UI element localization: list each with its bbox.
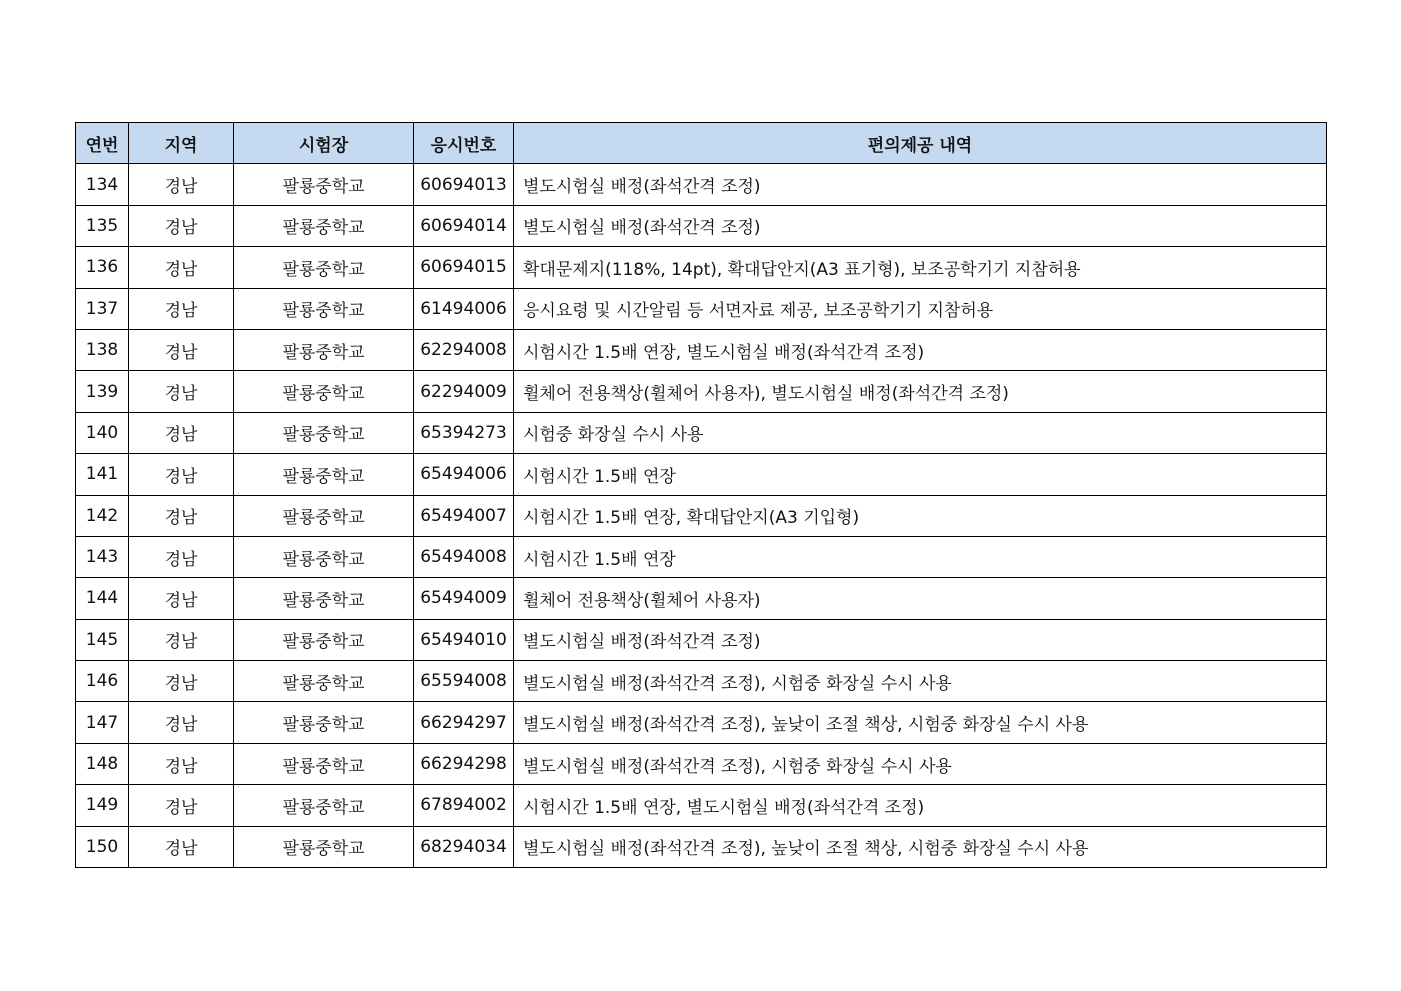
- cell-site: 팔룡중학교: [234, 371, 414, 412]
- cell-exam-no: 65494010: [414, 619, 514, 660]
- cell-detail: 별도시험실 배정(좌석간격 조정): [514, 205, 1327, 246]
- cell-exam-no: 65594008: [414, 661, 514, 702]
- cell-region: 경남: [129, 371, 234, 412]
- cell-site: 팔룡중학교: [234, 743, 414, 784]
- cell-site: 팔룡중학교: [234, 164, 414, 205]
- cell-site: 팔룡중학교: [234, 702, 414, 743]
- cell-detail: 휠체어 전용책상(휠체어 사용자), 별도시험실 배정(좌석간격 조정): [514, 371, 1327, 412]
- table-row: [76, 743, 1327, 784]
- cell-site: 팔룡중학교: [234, 785, 414, 826]
- header-region: 지역: [129, 123, 234, 164]
- cell-region: 경남: [129, 412, 234, 453]
- header-no: 연번: [76, 123, 129, 164]
- cell-exam-no: 67894002: [414, 785, 514, 826]
- cell-exam-no: 62294008: [414, 329, 514, 370]
- cell-site: 팔룡중학교: [234, 412, 414, 453]
- cell-detail: 별도시험실 배정(좌석간격 조정), 시험중 화장실 수시 사용: [514, 661, 1327, 702]
- table-row: [76, 247, 1327, 288]
- cell-region: 경남: [129, 205, 234, 246]
- cell-detail: 별도시험실 배정(좌석간격 조정), 높낮이 조절 책상, 시험중 화장실 수시 사용: [514, 826, 1327, 867]
- cell-detail: 별도시험실 배정(좌석간격 조정): [514, 619, 1327, 660]
- accommodation-table-container: [75, 122, 1326, 868]
- cell-no: 145: [76, 619, 129, 660]
- cell-exam-no: 61494006: [414, 288, 514, 329]
- cell-detail: 별도시험실 배정(좌석간격 조정), 시험중 화장실 수시 사용: [514, 743, 1327, 784]
- table-row: [76, 702, 1327, 743]
- table-row: [76, 826, 1327, 867]
- cell-site: 팔룡중학교: [234, 826, 414, 867]
- cell-detail: 시험시간 1.5배 연장: [514, 454, 1327, 495]
- cell-region: 경남: [129, 164, 234, 205]
- cell-region: 경남: [129, 288, 234, 329]
- cell-detail: 시험중 화장실 수시 사용: [514, 412, 1327, 453]
- cell-exam-no: 65494007: [414, 495, 514, 536]
- cell-site: 팔룡중학교: [234, 288, 414, 329]
- cell-no: 141: [76, 454, 129, 495]
- cell-no: 146: [76, 661, 129, 702]
- cell-region: 경남: [129, 619, 234, 660]
- cell-site: 팔룡중학교: [234, 536, 414, 577]
- cell-no: 144: [76, 578, 129, 619]
- cell-exam-no: 60694014: [414, 205, 514, 246]
- cell-detail: 휠체어 전용책상(휠체어 사용자): [514, 578, 1327, 619]
- table-row: [76, 536, 1327, 577]
- cell-detail: 시험시간 1.5배 연장, 별도시험실 배정(좌석간격 조정): [514, 329, 1327, 370]
- cell-exam-no: 68294034: [414, 826, 514, 867]
- cell-site: 팔룡중학교: [234, 619, 414, 660]
- cell-region: 경남: [129, 454, 234, 495]
- table-row: [76, 412, 1327, 453]
- cell-region: 경남: [129, 826, 234, 867]
- cell-detail: 시험시간 1.5배 연장: [514, 536, 1327, 577]
- cell-exam-no: 65494006: [414, 454, 514, 495]
- cell-no: 147: [76, 702, 129, 743]
- table-row: [76, 205, 1327, 246]
- table-row: [76, 329, 1327, 370]
- cell-site: 팔룡중학교: [234, 661, 414, 702]
- cell-region: 경남: [129, 536, 234, 577]
- cell-no: 134: [76, 164, 129, 205]
- table-row: [76, 661, 1327, 702]
- table-header: [76, 123, 1327, 164]
- cell-exam-no: 65394273: [414, 412, 514, 453]
- cell-exam-no: 65494009: [414, 578, 514, 619]
- table-row: [76, 371, 1327, 412]
- cell-region: 경남: [129, 702, 234, 743]
- cell-site: 팔룡중학교: [234, 495, 414, 536]
- cell-detail: 별도시험실 배정(좌석간격 조정): [514, 164, 1327, 205]
- cell-site: 팔룡중학교: [234, 454, 414, 495]
- cell-no: 149: [76, 785, 129, 826]
- cell-site: 팔룡중학교: [234, 578, 414, 619]
- cell-site: 팔룡중학교: [234, 247, 414, 288]
- header-row: [76, 123, 1327, 164]
- cell-exam-no: 60694015: [414, 247, 514, 288]
- table-row: [76, 495, 1327, 536]
- cell-region: 경남: [129, 661, 234, 702]
- cell-exam-no: 66294297: [414, 702, 514, 743]
- cell-no: 135: [76, 205, 129, 246]
- cell-exam-no: 66294298: [414, 743, 514, 784]
- cell-exam-no: 60694013: [414, 164, 514, 205]
- accommodation-table: [75, 122, 1327, 868]
- cell-region: 경남: [129, 495, 234, 536]
- table-row: [76, 785, 1327, 826]
- cell-region: 경남: [129, 785, 234, 826]
- header-site: 시험장: [234, 123, 414, 164]
- cell-region: 경남: [129, 743, 234, 784]
- cell-no: 142: [76, 495, 129, 536]
- cell-no: 136: [76, 247, 129, 288]
- cell-region: 경남: [129, 578, 234, 619]
- cell-region: 경남: [129, 329, 234, 370]
- table-row: [76, 288, 1327, 329]
- header-detail: 편의제공 내역: [514, 123, 1327, 164]
- cell-exam-no: 65494008: [414, 536, 514, 577]
- cell-no: 138: [76, 329, 129, 370]
- table-body: [76, 164, 1327, 868]
- cell-no: 143: [76, 536, 129, 577]
- cell-no: 139: [76, 371, 129, 412]
- cell-detail: 시험시간 1.5배 연장, 별도시험실 배정(좌석간격 조정): [514, 785, 1327, 826]
- cell-no: 137: [76, 288, 129, 329]
- cell-site: 팔룡중학교: [234, 329, 414, 370]
- header-exam-no: 응시번호: [414, 123, 514, 164]
- cell-detail: 별도시험실 배정(좌석간격 조정), 높낮이 조절 책상, 시험중 화장실 수시 사용: [514, 702, 1327, 743]
- table-row: [76, 164, 1327, 205]
- cell-detail: 확대문제지(118%, 14pt), 확대답안지(A3 표기형), 보조공학기기 지참허용: [514, 247, 1327, 288]
- cell-no: 150: [76, 826, 129, 867]
- cell-exam-no: 62294009: [414, 371, 514, 412]
- table-row: [76, 578, 1327, 619]
- cell-no: 140: [76, 412, 129, 453]
- cell-site: 팔룡중학교: [234, 205, 414, 246]
- table-row: [76, 619, 1327, 660]
- cell-detail: 응시요령 및 시간알림 등 서면자료 제공, 보조공학기기 지참허용: [514, 288, 1327, 329]
- table-row: [76, 454, 1327, 495]
- cell-region: 경남: [129, 247, 234, 288]
- cell-detail: 시험시간 1.5배 연장, 확대답안지(A3 기입형): [514, 495, 1327, 536]
- cell-no: 148: [76, 743, 129, 784]
